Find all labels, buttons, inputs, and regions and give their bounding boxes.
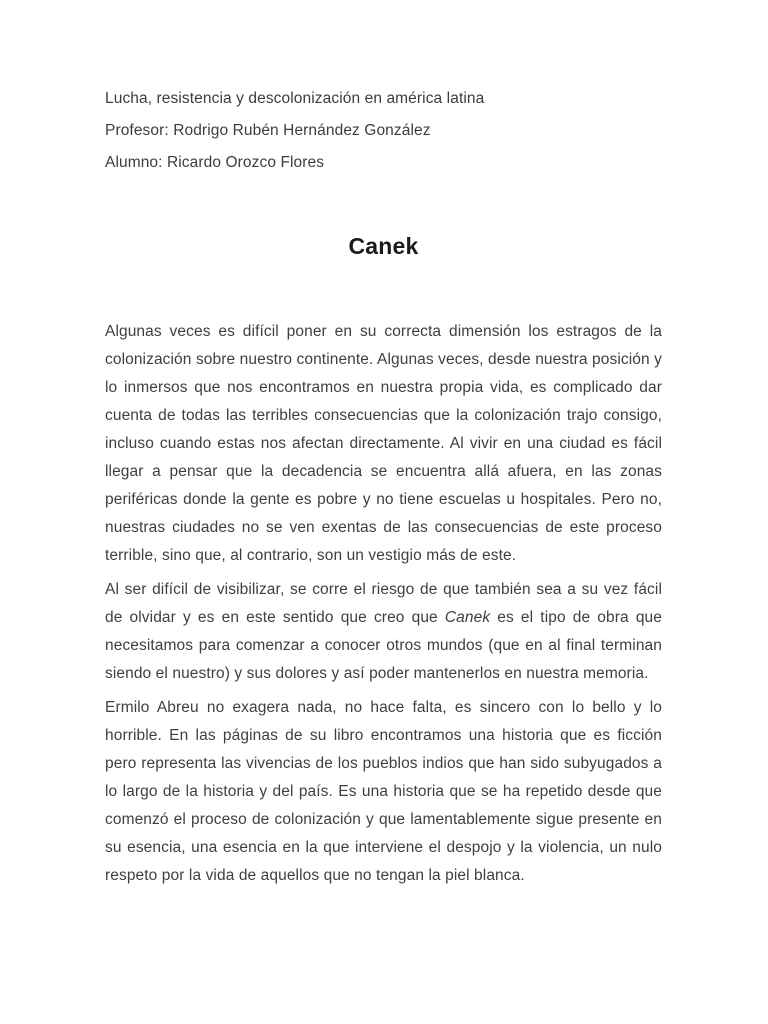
paragraph-2-text-post: es el tipo de obra que necesitamos para comenzar a conocer otros mundos (que en al final terminan siendo el nuestro) y sus dolores y así poder mantenerlos en nuestra memoria. [105, 609, 662, 682]
course-title-line: Lucha, resistencia y descolonización en américa latina [105, 90, 485, 107]
essay-title: Canek [348, 233, 419, 259]
professor-line: Profesor: Rodrigo Rubén Hernández González [105, 122, 431, 139]
student-line: Alumno: Ricardo Orozco Flores [105, 154, 325, 171]
paragraph-2 [105, 576, 662, 688]
document-content [105, 89, 662, 896]
book-title-italic: Canek [444, 609, 491, 626]
paragraph-2-text-pre: Al ser difícil de visibilizar, se corre el riesgo de que también sea a su vez fácil de olvidar y es en este sentido que creo que [105, 581, 662, 626]
paragraph-3: Ermilo Abreu no exagera nada, no hace falta, es sincero con lo bello y lo horrible. En las páginas de su libro encontramos una historia que es ficción pero representa las vivencias de los pueblos indios que han sido subyugados a lo largo de la historia y del país. Es una historia que se ha repetido desde que comenzó el proceso de colonización y que lamentablemente sigue presente en su esencia, una esencia en la que interviene el despojo y la violencia, un nulo respeto por la vida de aquellos que no tengan la piel blanca. [105, 699, 662, 884]
paragraph-1: Algunas veces es difícil poner en su correcta dimensión los estragos de la colonización sobre nuestro continente. Algunas veces, desde nuestra posición y lo inmersos que nos encontramos en nuestra propia vida, es complicado dar cuenta de todas las terribles consecuencias que la colonización trajo consigo, incluso cuando estas nos afectan directamente. Al vivir en una ciudad es fácil llegar a pensar que la decadencia se encuentra allá afuera, en las zonas periféricas donde la gente es pobre y no tiene escuelas u hospitales. Pero no, nuestras ciudades no se ven exentas de las consecuencias de este proceso terrible, sino que, al contrario, son un vestigio más de este. [105, 323, 662, 564]
